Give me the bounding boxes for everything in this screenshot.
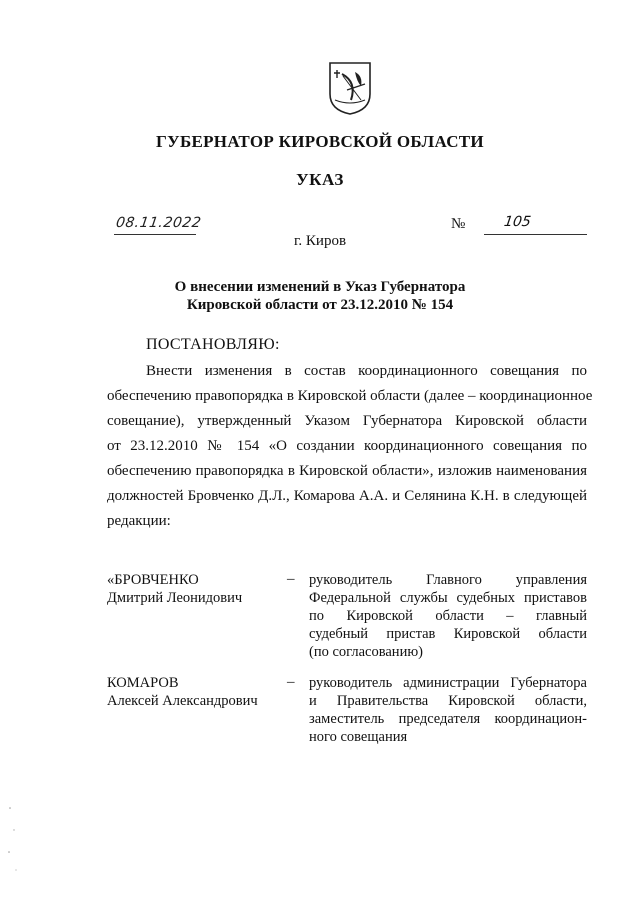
number-sign: № bbox=[451, 216, 466, 232]
scan-noise bbox=[4, 800, 24, 880]
body-line: редакции: bbox=[107, 513, 171, 529]
member-given-names: Алексей Александрович bbox=[107, 693, 258, 709]
member-name bbox=[107, 674, 258, 710]
body-paragraph bbox=[107, 359, 593, 534]
body-line: совещание), утвержденный Указом Губернатора Кировской области bbox=[107, 413, 587, 429]
document-subject bbox=[0, 278, 640, 314]
member-position bbox=[309, 571, 587, 661]
body-line: Внести изменения в состав координационного совещания по bbox=[146, 363, 587, 379]
member-dash: – bbox=[287, 674, 295, 690]
position-line: (по согласованию) bbox=[309, 644, 423, 660]
position-line: и Правительства Кировской области, bbox=[309, 693, 587, 709]
issuing-authority: ГУБЕРНАТОР КИРОВСКОЙ ОБЛАСТИ bbox=[156, 132, 484, 151]
subject-line-2: Кировской области от 23.12.2010 № 154 bbox=[186, 297, 454, 313]
position-line: Федеральной службы судебных приставов bbox=[309, 590, 587, 606]
member-dash: – bbox=[287, 571, 295, 587]
member-surname: КОМАРОВ bbox=[107, 675, 179, 691]
body-line: должностей Бровченко Д.Л., Комарова А.А. и Селянина К.Н. в следующей bbox=[107, 488, 587, 504]
member-given-names: Дмитрий Леонидович bbox=[107, 590, 243, 606]
coat-of-arms-icon bbox=[327, 60, 373, 116]
decree-word: ПОСТАНОВЛЯЮ: bbox=[146, 336, 280, 353]
body-line: от 23.12.2010 № 154 «О создании координационного совещания по bbox=[107, 438, 587, 454]
member-surname: «БРОВЧЕНКО bbox=[107, 572, 199, 588]
position-line: по Кировской области – главный bbox=[309, 608, 587, 624]
position-line: заместитель председателя координацион- bbox=[309, 711, 587, 727]
subject-line-1: О внесении изменений в Указ Губернатора bbox=[174, 279, 466, 295]
city: г. Киров bbox=[293, 233, 347, 249]
document-date: 08.11.2022 bbox=[114, 215, 203, 231]
member-name bbox=[107, 571, 242, 607]
document-type: УКАЗ bbox=[296, 170, 344, 189]
position-line: руководитель Главного управления bbox=[309, 572, 587, 588]
document-number: 105 bbox=[502, 214, 532, 230]
position-line: руководитель администрации Губернатора bbox=[309, 675, 587, 691]
body-line: обеспечению правопорядка в Кировской области (далее – координационное bbox=[107, 388, 593, 404]
member-position bbox=[309, 674, 587, 746]
position-line: ного совещания bbox=[309, 729, 408, 745]
body-line: обеспечению правопорядка в Кировской области», изложив наименования bbox=[107, 463, 587, 479]
position-line: судебный пристав Кировской области bbox=[309, 626, 587, 642]
